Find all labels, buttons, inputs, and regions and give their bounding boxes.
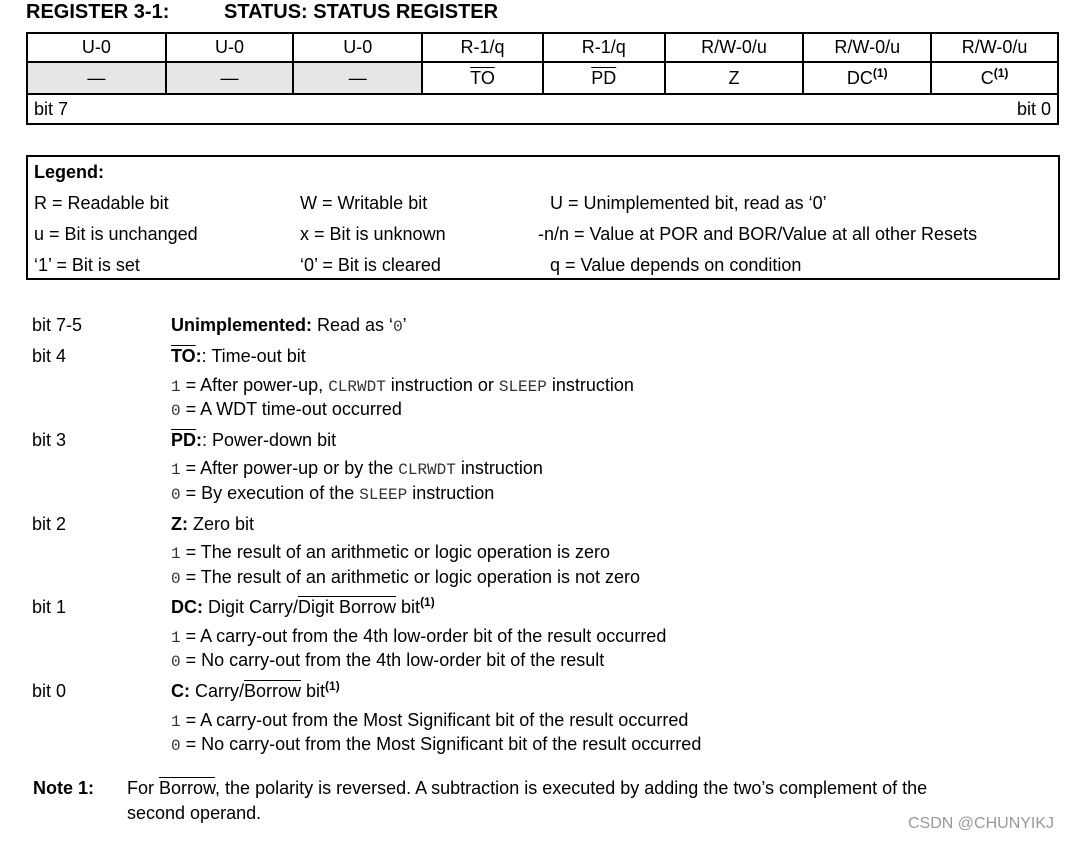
note-text — [127, 778, 927, 799]
bit-3-name: $\overline{PD}$ — [591, 67, 617, 88]
text: = The result of an arithmetic or logic operation is not zero — [180, 567, 641, 587]
text: = The result of an arithmetic or logic operation is zero — [180, 542, 610, 562]
access-0: R/W-0/u — [931, 33, 1058, 62]
register-table — [26, 32, 1059, 125]
bit-5: — — [293, 62, 422, 94]
bit-name: DC: — [171, 597, 203, 617]
bit-desc-title — [171, 315, 407, 336]
bit-desc-line — [171, 542, 610, 563]
text: = After power-up or by the — [180, 458, 399, 478]
footnote-mark: (1) — [872, 65, 888, 80]
bit-desc-line — [171, 483, 494, 504]
code: CLRWDT — [328, 378, 386, 396]
text: Borrow — [159, 778, 216, 798]
text: instruction — [455, 458, 543, 478]
legend-item: -n/n = Value at POR and BOR/Value at all other Resets — [538, 224, 978, 244]
bit-label: bit 1 — [32, 597, 67, 617]
bit-desc-line — [171, 458, 543, 479]
legend-box — [26, 155, 1060, 280]
legend-item: ‘0’ = Bit is cleared — [300, 255, 441, 275]
legend-item: q = Value depends on condition — [550, 255, 802, 275]
bit-7: — — [27, 62, 166, 94]
note-label: Note 1: — [33, 778, 95, 798]
bit-desc-line — [171, 375, 634, 396]
watermark: CSDN @CHUNYIKJ — [908, 815, 1055, 832]
bit-high-label: bit 7 — [34, 98, 69, 119]
text: Borrow — [244, 681, 302, 701]
bit-desc-title — [171, 681, 340, 702]
bit-name: C: — [171, 681, 190, 701]
text: = After power-up, — [180, 375, 329, 395]
code: CLRWDT — [398, 461, 456, 479]
bit-desc-title — [171, 514, 254, 535]
legend-item: ‘1’ = Bit is set — [34, 255, 140, 275]
value: 1 — [171, 461, 181, 479]
value: 1 — [171, 629, 181, 647]
access-2: R/W-0/u — [665, 33, 804, 62]
legend-item: W = Writable bit — [300, 193, 428, 213]
text: = By execution of the — [180, 483, 360, 503]
access-6: U-0 — [166, 33, 294, 62]
bit-0-name: C — [980, 67, 994, 88]
legend-item: u = Bit is unchanged — [34, 224, 198, 244]
text: = A carry-out from the Most Significant bit of the result occurred — [180, 710, 689, 730]
text: Digit Carry/ — [203, 597, 299, 617]
text: = A carry-out from the 4th low-order bit of the result occurred — [180, 626, 667, 646]
text: instruction — [407, 483, 495, 503]
register-title: STATUS: STATUS REGISTER — [224, 1, 499, 23]
text: , the polarity is reversed. A subtraction is executed by adding the two’s complement of the — [215, 778, 928, 798]
value: 1 — [171, 378, 181, 396]
text: Zero bit — [188, 514, 255, 534]
bit-name: Z: — [171, 514, 188, 534]
access-3: R-1/q — [543, 33, 665, 62]
legend-item: R = Readable bit — [34, 193, 169, 213]
bit-label: bit 4 — [32, 346, 67, 366]
text: : Power-down bit — [202, 430, 337, 450]
bit-4 — [422, 62, 543, 94]
bit-label: bit 3 — [32, 430, 67, 450]
access-5: U-0 — [293, 33, 422, 62]
code: 0 — [393, 318, 403, 336]
text: Read as ‘ — [312, 315, 394, 335]
value: 0 — [171, 737, 181, 755]
bit-desc-title: $\overline{PD}$:: Power-down bit — [171, 430, 337, 450]
footnote-mark: (1) — [420, 595, 435, 609]
bit-desc-title: $\overline{TO}$:: Time-out bit — [171, 346, 306, 366]
value: 0 — [171, 402, 181, 420]
value: 0 — [171, 653, 181, 671]
access-7: U-0 — [27, 33, 166, 62]
bit-desc-title — [171, 597, 435, 618]
text: Carry/ — [190, 681, 244, 701]
bit-1 — [803, 62, 931, 94]
bit-label: bit 0 — [32, 681, 67, 701]
bit-6: — — [166, 62, 294, 94]
text: bit — [396, 597, 421, 617]
bit-3 — [543, 62, 665, 94]
text: = A WDT time-out occurred — [180, 399, 402, 419]
text: : Time-out bit — [201, 346, 306, 366]
bit-range-row — [27, 94, 1058, 124]
legend-item: U = Unimplemented bit, read as ‘0’ — [550, 193, 827, 213]
text: Digit Borrow — [298, 597, 397, 617]
bit-name: $\overline{TO}$ — [171, 346, 196, 366]
text: bit — [301, 681, 326, 701]
bit-label: bit 2 — [32, 514, 67, 534]
bit-desc-line — [171, 710, 688, 731]
value: 1 — [171, 713, 181, 731]
access-4: R-1/q — [422, 33, 543, 62]
bit-2: Z — [665, 62, 804, 94]
bit-name: $\overline{PD}$ — [171, 430, 197, 450]
code: SLEEP — [359, 486, 408, 504]
text: ’ — [402, 315, 407, 335]
legend-item: x = Bit is unknown — [300, 224, 446, 244]
bit-desc-line — [171, 399, 402, 420]
text: instruction — [546, 375, 634, 395]
bit-desc-line — [171, 650, 604, 671]
text: For — [127, 778, 160, 798]
text: = No carry-out from the Most Significant bit of the result occurred — [180, 734, 702, 754]
text: instruction or — [385, 375, 499, 395]
bit-0 — [931, 62, 1058, 94]
value: 1 — [171, 545, 181, 563]
footnote-mark: (1) — [325, 679, 340, 693]
value: 0 — [171, 570, 181, 588]
bit-desc-line — [171, 567, 640, 588]
footnote-mark: (1) — [993, 65, 1009, 80]
bit-desc-line — [171, 734, 701, 755]
text: = No carry-out from the 4th low-order bit of the result — [180, 650, 605, 670]
bit-4-name: $\overline{TO}$ — [470, 67, 495, 88]
bit-label: bit 7-5 — [32, 315, 83, 335]
code: SLEEP — [498, 378, 547, 396]
register-number: REGISTER 3-1: — [26, 1, 170, 23]
note-text-cont: second operand. — [127, 803, 262, 823]
legend-heading: Legend: — [34, 162, 104, 182]
bit-low-label: bit 0 — [1016, 98, 1051, 119]
access-1: R/W-0/u — [803, 33, 931, 62]
bit-desc-line — [171, 626, 666, 647]
bit-1-name: DC — [846, 67, 873, 88]
bit-name: Unimplemented: — [171, 315, 313, 335]
value: 0 — [171, 486, 181, 504]
